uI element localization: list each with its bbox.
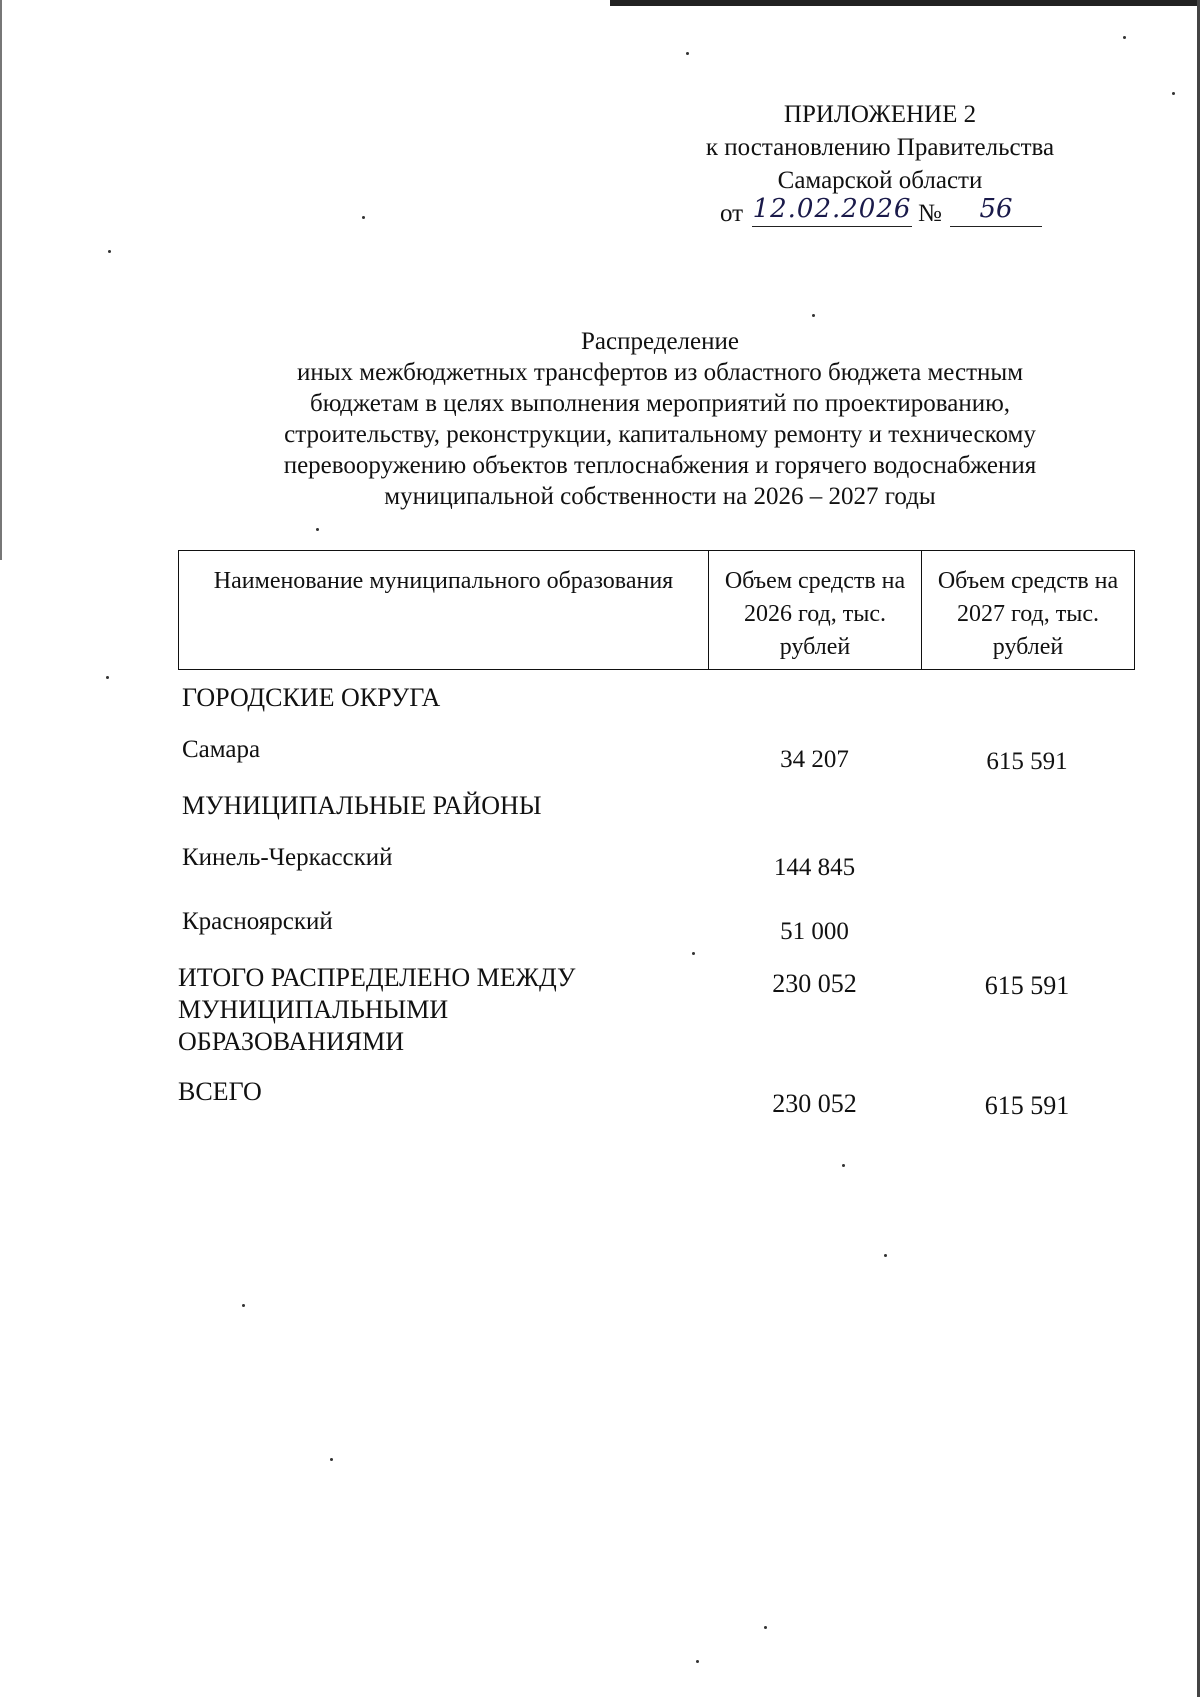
appendix-block bbox=[640, 98, 1120, 237]
row-value-2026: 230 052 bbox=[772, 1089, 857, 1118]
appendix-decree-line: к постановлению Правительства bbox=[705, 134, 1055, 161]
row-name: ВСЕГО bbox=[178, 1077, 262, 1106]
appendix-date-number-line bbox=[640, 194, 1120, 237]
handwritten-date: 12.02.2026 bbox=[752, 193, 912, 227]
title-line: иных межбюджетных трансфертов из областного бюджета местным bbox=[296, 359, 1024, 386]
scan-speck bbox=[106, 676, 109, 679]
row-value-2026: 144 845 bbox=[773, 854, 856, 881]
scan-speck bbox=[884, 1254, 887, 1257]
row-value-2027: 615 591 bbox=[984, 971, 1070, 1000]
scan-speck bbox=[316, 528, 319, 531]
row-value-2027: 615 591 bbox=[984, 1091, 1070, 1120]
row-value-2027: 615 591 bbox=[986, 748, 1068, 775]
title-line: строительству, реконструкции, капитальному ремонту и техническому bbox=[284, 421, 1036, 448]
appendix-title: ПРИЛОЖЕНИЕ 2 bbox=[783, 101, 977, 128]
date-prefix: от bbox=[720, 200, 744, 227]
appendix-region-line: Самарской области bbox=[777, 167, 983, 194]
title-line: перевооружению объектов теплоснабжения и горячего водоснабжения bbox=[283, 452, 1037, 479]
scan-speck bbox=[1172, 92, 1175, 95]
scan-artifact-left-edge bbox=[0, 0, 2, 560]
row-name: ГОРОДСКИЕ ОКРУГА bbox=[182, 683, 441, 712]
table-header bbox=[178, 550, 1135, 670]
scan-speck bbox=[108, 250, 111, 253]
title-line: муниципальной собственности на 2026 – 2027 годы bbox=[384, 483, 936, 510]
scan-speck bbox=[812, 314, 815, 317]
scan-speck bbox=[692, 952, 695, 955]
header-municipality: Наименование муниципального образования bbox=[179, 551, 709, 669]
scan-speck bbox=[362, 216, 365, 219]
title-line: бюджетам в целях выполнения мероприятий по проектированию, bbox=[309, 390, 1011, 417]
row-name: ИТОГО РАСПРЕДЕЛЕНО МЕЖДУ МУНИЦИПАЛЬНЫМИ ОБРАЗОВАНИЯМИ bbox=[178, 963, 576, 1056]
header-volume-2027: Объем средств на 2027 год, тыс. рублей bbox=[937, 568, 1119, 660]
number-sign: № bbox=[918, 200, 942, 227]
scan-speck bbox=[1123, 36, 1126, 39]
scan-speck bbox=[242, 1304, 245, 1307]
row-value-2026: 51 000 bbox=[780, 918, 849, 945]
row-value-2026: 34 207 bbox=[780, 746, 849, 773]
row-value-2026: 230 052 bbox=[772, 969, 857, 998]
scan-speck bbox=[696, 1660, 699, 1663]
scan-speck bbox=[686, 52, 689, 55]
document-title bbox=[180, 326, 1140, 512]
scan-speck bbox=[842, 1164, 845, 1167]
header-volume-2026: Объем средств на 2026 год, тыс. рублей bbox=[709, 551, 922, 669]
row-name: Самара bbox=[182, 736, 261, 763]
scan-artifact-top bbox=[610, 0, 1200, 6]
title-line: Распределение bbox=[581, 328, 739, 355]
row-name: МУНИЦИПАЛЬНЫЕ РАЙОНЫ bbox=[182, 791, 542, 820]
scan-speck bbox=[330, 1458, 333, 1461]
scan-speck bbox=[764, 1626, 767, 1629]
row-name: Кинель-Черкасский bbox=[182, 844, 393, 871]
handwritten-number: 56 bbox=[950, 193, 1042, 227]
row-name: Красноярский bbox=[182, 908, 333, 935]
